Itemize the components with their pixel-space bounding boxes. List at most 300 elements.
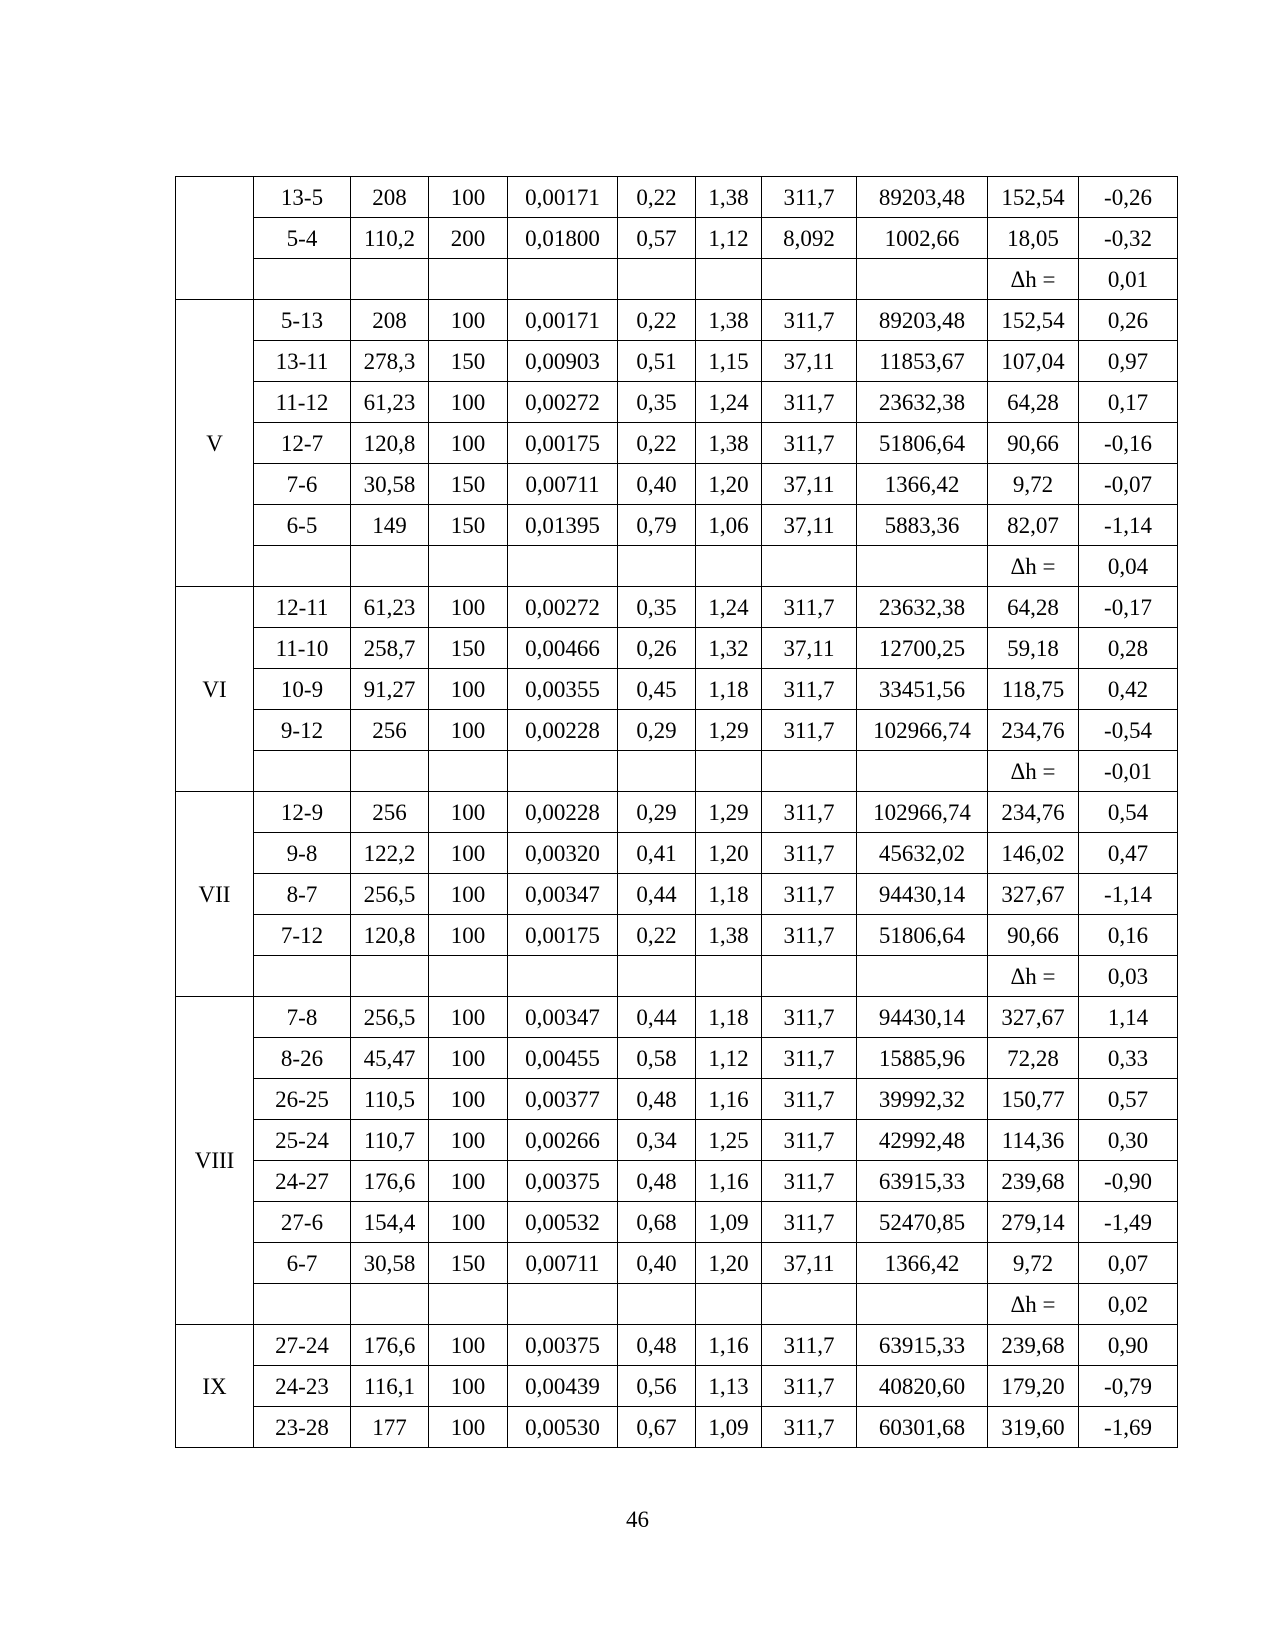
resistance-cell: 311,7 (762, 1161, 857, 1202)
empty-cell (762, 956, 857, 997)
section-cell: 7-8 (254, 997, 351, 1038)
correction-factor-cell: 1,09 (696, 1407, 762, 1448)
length-cell: 45,47 (351, 1038, 429, 1079)
section-cell: 24-23 (254, 1366, 351, 1407)
sq-value-cell: 118,75 (988, 669, 1079, 710)
velocity-cell: 0,44 (618, 874, 696, 915)
empty-cell (618, 1284, 696, 1325)
velocity-cell: 0,35 (618, 587, 696, 628)
s-value-cell: 33451,56 (857, 669, 988, 710)
diameter-cell: 100 (429, 833, 508, 874)
section-cell: 8-7 (254, 874, 351, 915)
s-value-cell: 42992,48 (857, 1120, 988, 1161)
empty-cell (857, 956, 988, 997)
sq-value-cell: 239,68 (988, 1325, 1079, 1366)
delta-row (176, 546, 1178, 587)
empty-cell (351, 956, 429, 997)
section-cell: 6-5 (254, 505, 351, 546)
s-value-cell: 63915,33 (857, 1325, 988, 1366)
resistance-cell: 311,7 (762, 915, 857, 956)
head-loss-cell: 0,16 (1079, 915, 1178, 956)
resistance-cell: 311,7 (762, 382, 857, 423)
correction-factor-cell: 1,24 (696, 587, 762, 628)
empty-cell (762, 751, 857, 792)
head-loss-cell: -0,79 (1079, 1366, 1178, 1407)
diameter-cell: 150 (429, 341, 508, 382)
section-cell: 12-11 (254, 587, 351, 628)
s-value-cell: 94430,14 (857, 874, 988, 915)
specific-resistance-cell: 0,00530 (508, 1407, 618, 1448)
table-row (176, 423, 1178, 464)
sq-value-cell: 90,66 (988, 915, 1079, 956)
resistance-cell: 311,7 (762, 1325, 857, 1366)
length-cell: 91,27 (351, 669, 429, 710)
table-row (176, 1366, 1178, 1407)
head-loss-cell: 0,28 (1079, 628, 1178, 669)
resistance-cell: 311,7 (762, 997, 857, 1038)
specific-resistance-cell: 0,00347 (508, 997, 618, 1038)
velocity-cell: 0,35 (618, 382, 696, 423)
empty-cell (429, 1284, 508, 1325)
velocity-cell: 0,22 (618, 177, 696, 218)
s-value-cell: 23632,38 (857, 382, 988, 423)
table-row (176, 300, 1178, 341)
head-loss-cell: -0,17 (1079, 587, 1178, 628)
ring-label-cell: VIII (176, 997, 254, 1325)
correction-factor-cell: 1,18 (696, 997, 762, 1038)
correction-factor-cell: 1,09 (696, 1202, 762, 1243)
resistance-cell: 311,7 (762, 177, 857, 218)
empty-cell (254, 546, 351, 587)
resistance-cell: 311,7 (762, 423, 857, 464)
length-cell: 208 (351, 177, 429, 218)
diameter-cell: 100 (429, 1366, 508, 1407)
delta-value-cell: 0,02 (1079, 1284, 1178, 1325)
ring-label-cell: VII (176, 792, 254, 997)
delta-row (176, 1284, 1178, 1325)
diameter-cell: 100 (429, 997, 508, 1038)
sq-value-cell: 107,04 (988, 341, 1079, 382)
correction-factor-cell: 1,18 (696, 669, 762, 710)
velocity-cell: 0,51 (618, 341, 696, 382)
correction-factor-cell: 1,12 (696, 1038, 762, 1079)
empty-cell (696, 546, 762, 587)
empty-cell (429, 956, 508, 997)
section-cell: 11-10 (254, 628, 351, 669)
diameter-cell: 150 (429, 464, 508, 505)
length-cell: 154,4 (351, 1202, 429, 1243)
head-loss-cell: 0,33 (1079, 1038, 1178, 1079)
s-value-cell: 5883,36 (857, 505, 988, 546)
specific-resistance-cell: 0,00455 (508, 1038, 618, 1079)
s-value-cell: 63915,33 (857, 1161, 988, 1202)
resistance-cell: 311,7 (762, 710, 857, 751)
sq-value-cell: 9,72 (988, 464, 1079, 505)
empty-cell (508, 751, 618, 792)
length-cell: 177 (351, 1407, 429, 1448)
s-value-cell: 12700,25 (857, 628, 988, 669)
section-cell: 8-26 (254, 1038, 351, 1079)
head-loss-cell: -0,32 (1079, 218, 1178, 259)
sq-value-cell: 152,54 (988, 177, 1079, 218)
page-number: 46 (626, 1507, 649, 1532)
resistance-cell: 8,092 (762, 218, 857, 259)
velocity-cell: 0,29 (618, 792, 696, 833)
ring-label-cell: IX (176, 1325, 254, 1448)
table-row (176, 628, 1178, 669)
diameter-cell: 100 (429, 1161, 508, 1202)
correction-factor-cell: 1,20 (696, 833, 762, 874)
delta-label-cell: Δh = (988, 1284, 1079, 1325)
sq-value-cell: 150,77 (988, 1079, 1079, 1120)
velocity-cell: 0,58 (618, 1038, 696, 1079)
velocity-cell: 0,40 (618, 1243, 696, 1284)
head-loss-cell: -1,14 (1079, 874, 1178, 915)
table-body (176, 177, 1178, 1448)
velocity-cell: 0,22 (618, 300, 696, 341)
empty-cell (429, 259, 508, 300)
diameter-cell: 100 (429, 874, 508, 915)
empty-cell (857, 259, 988, 300)
table-row (176, 177, 1178, 218)
table-row (176, 874, 1178, 915)
section-cell: 23-28 (254, 1407, 351, 1448)
length-cell: 120,8 (351, 423, 429, 464)
table-row (176, 1243, 1178, 1284)
empty-cell (351, 1284, 429, 1325)
sq-value-cell: 146,02 (988, 833, 1079, 874)
s-value-cell: 51806,64 (857, 915, 988, 956)
empty-cell (618, 956, 696, 997)
head-loss-cell: -0,54 (1079, 710, 1178, 751)
specific-resistance-cell: 0,00175 (508, 915, 618, 956)
resistance-cell: 311,7 (762, 1120, 857, 1161)
velocity-cell: 0,48 (618, 1079, 696, 1120)
sq-value-cell: 59,18 (988, 628, 1079, 669)
table-row (176, 1079, 1178, 1120)
section-cell: 12-9 (254, 792, 351, 833)
velocity-cell: 0,34 (618, 1120, 696, 1161)
s-value-cell: 11853,67 (857, 341, 988, 382)
diameter-cell: 100 (429, 1325, 508, 1366)
empty-cell (429, 751, 508, 792)
resistance-cell: 311,7 (762, 1079, 857, 1120)
delta-label-cell: Δh = (988, 546, 1079, 587)
specific-resistance-cell: 0,00175 (508, 423, 618, 464)
ring-label-cell (176, 177, 254, 300)
correction-factor-cell: 1,25 (696, 1120, 762, 1161)
resistance-cell: 311,7 (762, 1038, 857, 1079)
specific-resistance-cell: 0,00266 (508, 1120, 618, 1161)
table-row (176, 341, 1178, 382)
delta-value-cell: -0,01 (1079, 751, 1178, 792)
specific-resistance-cell: 0,00903 (508, 341, 618, 382)
empty-cell (857, 751, 988, 792)
table-row (176, 792, 1178, 833)
velocity-cell: 0,26 (618, 628, 696, 669)
correction-factor-cell: 1,38 (696, 177, 762, 218)
table-row (176, 587, 1178, 628)
specific-resistance-cell: 0,00272 (508, 382, 618, 423)
diameter-cell: 150 (429, 628, 508, 669)
sq-value-cell: 82,07 (988, 505, 1079, 546)
delta-value-cell: 0,03 (1079, 956, 1178, 997)
s-value-cell: 45632,02 (857, 833, 988, 874)
head-loss-cell: 0,57 (1079, 1079, 1178, 1120)
resistance-cell: 37,11 (762, 1243, 857, 1284)
specific-resistance-cell: 0,00228 (508, 792, 618, 833)
ring-label-cell: V (176, 300, 254, 587)
correction-factor-cell: 1,38 (696, 423, 762, 464)
head-loss-cell: 0,07 (1079, 1243, 1178, 1284)
table-row (176, 1161, 1178, 1202)
specific-resistance-cell: 0,00711 (508, 1243, 618, 1284)
empty-cell (618, 259, 696, 300)
empty-cell (762, 546, 857, 587)
table-row (176, 218, 1178, 259)
specific-resistance-cell: 0,00320 (508, 833, 618, 874)
section-cell: 27-6 (254, 1202, 351, 1243)
correction-factor-cell: 1,16 (696, 1079, 762, 1120)
delta-label-cell: Δh = (988, 751, 1079, 792)
s-value-cell: 94430,14 (857, 997, 988, 1038)
head-loss-cell: -1,49 (1079, 1202, 1178, 1243)
head-loss-cell: -0,90 (1079, 1161, 1178, 1202)
empty-cell (618, 751, 696, 792)
specific-resistance-cell: 0,00347 (508, 874, 618, 915)
empty-cell (508, 259, 618, 300)
empty-cell (508, 546, 618, 587)
specific-resistance-cell: 0,00532 (508, 1202, 618, 1243)
section-cell: 7-12 (254, 915, 351, 956)
diameter-cell: 100 (429, 1407, 508, 1448)
specific-resistance-cell: 0,01800 (508, 218, 618, 259)
s-value-cell: 23632,38 (857, 587, 988, 628)
sq-value-cell: 72,28 (988, 1038, 1079, 1079)
correction-factor-cell: 1,24 (696, 382, 762, 423)
s-value-cell: 102966,74 (857, 710, 988, 751)
sq-value-cell: 114,36 (988, 1120, 1079, 1161)
s-value-cell: 51806,64 (857, 423, 988, 464)
specific-resistance-cell: 0,00228 (508, 710, 618, 751)
specific-resistance-cell: 0,01395 (508, 505, 618, 546)
correction-factor-cell: 1,06 (696, 505, 762, 546)
delta-value-cell: 0,01 (1079, 259, 1178, 300)
table-row (176, 669, 1178, 710)
section-cell: 12-7 (254, 423, 351, 464)
sq-value-cell: 64,28 (988, 382, 1079, 423)
diameter-cell: 100 (429, 915, 508, 956)
diameter-cell: 100 (429, 423, 508, 464)
table-row (176, 505, 1178, 546)
sq-value-cell: 327,67 (988, 997, 1079, 1038)
head-loss-cell: -0,26 (1079, 177, 1178, 218)
s-value-cell: 52470,85 (857, 1202, 988, 1243)
velocity-cell: 0,41 (618, 833, 696, 874)
length-cell: 176,6 (351, 1325, 429, 1366)
correction-factor-cell: 1,38 (696, 915, 762, 956)
diameter-cell: 100 (429, 587, 508, 628)
specific-resistance-cell: 0,00439 (508, 1366, 618, 1407)
length-cell: 110,7 (351, 1120, 429, 1161)
velocity-cell: 0,68 (618, 1202, 696, 1243)
correction-factor-cell: 1,20 (696, 1243, 762, 1284)
resistance-cell: 37,11 (762, 505, 857, 546)
velocity-cell: 0,57 (618, 218, 696, 259)
length-cell: 149 (351, 505, 429, 546)
delta-row (176, 956, 1178, 997)
section-cell: 6-7 (254, 1243, 351, 1284)
empty-cell (351, 259, 429, 300)
velocity-cell: 0,22 (618, 423, 696, 464)
resistance-cell: 311,7 (762, 587, 857, 628)
sq-value-cell: 64,28 (988, 587, 1079, 628)
length-cell: 110,5 (351, 1079, 429, 1120)
sq-value-cell: 234,76 (988, 792, 1079, 833)
s-value-cell: 89203,48 (857, 300, 988, 341)
empty-cell (254, 259, 351, 300)
diameter-cell: 100 (429, 710, 508, 751)
empty-cell (254, 1284, 351, 1325)
velocity-cell: 0,45 (618, 669, 696, 710)
table-row (176, 997, 1178, 1038)
diameter-cell: 100 (429, 792, 508, 833)
specific-resistance-cell: 0,00711 (508, 464, 618, 505)
empty-cell (762, 1284, 857, 1325)
empty-cell (857, 546, 988, 587)
velocity-cell: 0,48 (618, 1161, 696, 1202)
length-cell: 61,23 (351, 382, 429, 423)
section-cell: 11-12 (254, 382, 351, 423)
length-cell: 208 (351, 300, 429, 341)
empty-cell (696, 259, 762, 300)
head-loss-cell: 0,54 (1079, 792, 1178, 833)
empty-cell (351, 546, 429, 587)
empty-cell (254, 956, 351, 997)
head-loss-cell: 0,97 (1079, 341, 1178, 382)
specific-resistance-cell: 0,00355 (508, 669, 618, 710)
velocity-cell: 0,67 (618, 1407, 696, 1448)
resistance-cell: 311,7 (762, 1407, 857, 1448)
s-value-cell: 89203,48 (857, 177, 988, 218)
resistance-cell: 37,11 (762, 341, 857, 382)
correction-factor-cell: 1,12 (696, 218, 762, 259)
specific-resistance-cell: 0,00377 (508, 1079, 618, 1120)
table-row (176, 1325, 1178, 1366)
length-cell: 30,58 (351, 464, 429, 505)
diameter-cell: 100 (429, 1202, 508, 1243)
sq-value-cell: 239,68 (988, 1161, 1079, 1202)
empty-cell (351, 751, 429, 792)
section-cell: 25-24 (254, 1120, 351, 1161)
table-row (176, 382, 1178, 423)
s-value-cell: 39992,32 (857, 1079, 988, 1120)
section-cell: 26-25 (254, 1079, 351, 1120)
empty-cell (429, 546, 508, 587)
length-cell: 256 (351, 792, 429, 833)
head-loss-cell: 0,90 (1079, 1325, 1178, 1366)
length-cell: 256,5 (351, 874, 429, 915)
correction-factor-cell: 1,20 (696, 464, 762, 505)
diameter-cell: 100 (429, 1079, 508, 1120)
head-loss-cell: -1,14 (1079, 505, 1178, 546)
length-cell: 256 (351, 710, 429, 751)
s-value-cell: 1366,42 (857, 1243, 988, 1284)
section-cell: 5-4 (254, 218, 351, 259)
length-cell: 176,6 (351, 1161, 429, 1202)
head-loss-cell: 0,26 (1079, 300, 1178, 341)
calculation-table (175, 176, 1178, 1448)
resistance-cell: 311,7 (762, 874, 857, 915)
section-cell: 13-5 (254, 177, 351, 218)
s-value-cell: 1002,66 (857, 218, 988, 259)
empty-cell (508, 956, 618, 997)
correction-factor-cell: 1,29 (696, 792, 762, 833)
diameter-cell: 100 (429, 669, 508, 710)
specific-resistance-cell: 0,00171 (508, 300, 618, 341)
section-cell: 9-12 (254, 710, 351, 751)
head-loss-cell: 0,42 (1079, 669, 1178, 710)
s-value-cell: 40820,60 (857, 1366, 988, 1407)
specific-resistance-cell: 0,00375 (508, 1325, 618, 1366)
correction-factor-cell: 1,32 (696, 628, 762, 669)
correction-factor-cell: 1,38 (696, 300, 762, 341)
section-cell: 9-8 (254, 833, 351, 874)
resistance-cell: 311,7 (762, 300, 857, 341)
correction-factor-cell: 1,13 (696, 1366, 762, 1407)
table-row (176, 1120, 1178, 1161)
diameter-cell: 100 (429, 382, 508, 423)
head-loss-cell: -1,69 (1079, 1407, 1178, 1448)
correction-factor-cell: 1,15 (696, 341, 762, 382)
diameter-cell: 100 (429, 1120, 508, 1161)
s-value-cell: 1366,42 (857, 464, 988, 505)
head-loss-cell: -0,16 (1079, 423, 1178, 464)
s-value-cell: 60301,68 (857, 1407, 988, 1448)
specific-resistance-cell: 0,00375 (508, 1161, 618, 1202)
head-loss-cell: -0,07 (1079, 464, 1178, 505)
resistance-cell: 311,7 (762, 1366, 857, 1407)
velocity-cell: 0,29 (618, 710, 696, 751)
length-cell: 122,2 (351, 833, 429, 874)
table-row (176, 710, 1178, 751)
head-loss-cell: 1,14 (1079, 997, 1178, 1038)
empty-cell (508, 1284, 618, 1325)
delta-label-cell: Δh = (988, 956, 1079, 997)
empty-cell (618, 546, 696, 587)
sq-value-cell: 234,76 (988, 710, 1079, 751)
correction-factor-cell: 1,18 (696, 874, 762, 915)
empty-cell (696, 956, 762, 997)
diameter-cell: 100 (429, 1038, 508, 1079)
velocity-cell: 0,40 (618, 464, 696, 505)
resistance-cell: 37,11 (762, 464, 857, 505)
sq-value-cell: 152,54 (988, 300, 1079, 341)
sq-value-cell: 90,66 (988, 423, 1079, 464)
s-value-cell: 15885,96 (857, 1038, 988, 1079)
resistance-cell: 311,7 (762, 792, 857, 833)
section-cell: 7-6 (254, 464, 351, 505)
section-cell: 10-9 (254, 669, 351, 710)
head-loss-cell: 0,30 (1079, 1120, 1178, 1161)
sq-value-cell: 319,60 (988, 1407, 1079, 1448)
correction-factor-cell: 1,29 (696, 710, 762, 751)
empty-cell (762, 259, 857, 300)
table-row (176, 915, 1178, 956)
resistance-cell: 311,7 (762, 669, 857, 710)
velocity-cell: 0,22 (618, 915, 696, 956)
section-cell: 27-24 (254, 1325, 351, 1366)
